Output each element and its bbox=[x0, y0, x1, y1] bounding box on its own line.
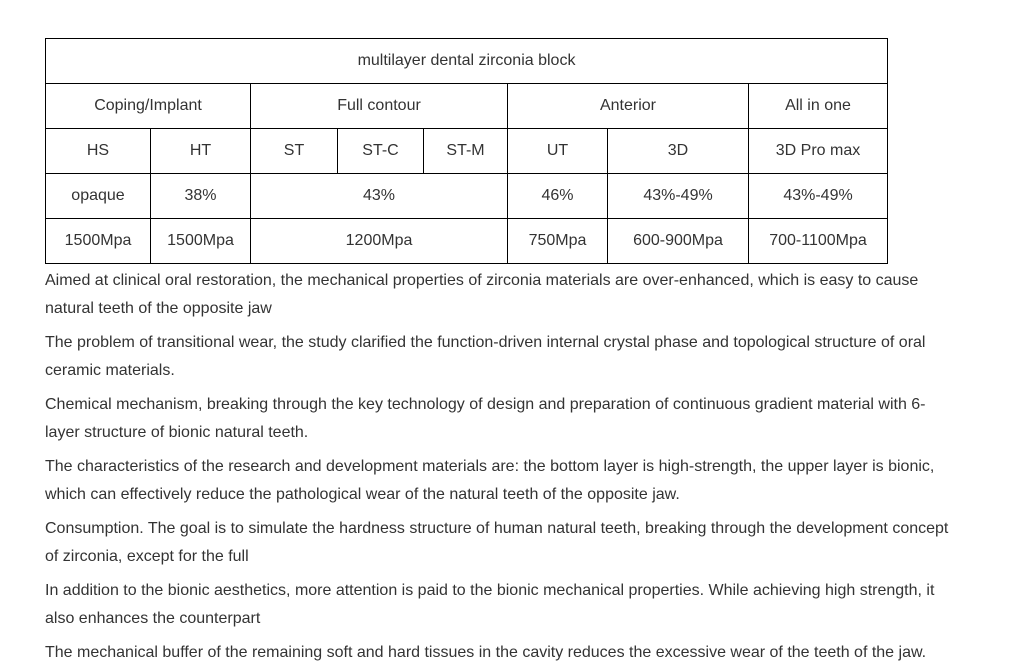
strength-cell-ut: 750Mpa bbox=[508, 219, 608, 264]
col-header-ut: UT bbox=[508, 129, 608, 174]
table-strength-row bbox=[46, 219, 888, 264]
translucency-cell-hs: opaque bbox=[46, 174, 151, 219]
paragraph-4: The characteristics of the research and development materials are: the bottom layer is high-strength, the upper layer is bionic, which can effectively reduce the pathological wear of the natural teeth of the opposite jaw. bbox=[45, 458, 935, 503]
paragraph-5: Consumption. The goal is to simulate the hardness structure of human natural teeth, breaking through the development concept of zirconia, except for the full bbox=[45, 520, 949, 565]
translucency-cell-ut: 46% bbox=[508, 174, 608, 219]
table-title: multilayer dental zirconia block bbox=[46, 39, 888, 84]
col-header-3d-pro-max: 3D Pro max bbox=[749, 129, 888, 174]
col-header-st: ST bbox=[251, 129, 338, 174]
col-header-st-m: ST-M bbox=[424, 129, 508, 174]
col-header-st-c: ST-C bbox=[338, 129, 424, 174]
paragraph-2: The problem of transitional wear, the study clarified the function-driven internal crystal phase and topological structure of oral ceramic materials. bbox=[45, 334, 926, 379]
group-anterior: Anterior bbox=[508, 84, 749, 129]
translucency-cell-full-contour: 43% bbox=[251, 174, 508, 219]
table-translucency-row bbox=[46, 174, 888, 219]
paragraph-1: Aimed at clinical oral restoration, the mechanical properties of zirconia materials are over-enhanced, which is easy to cause natural teeth of the opposite jaw bbox=[45, 272, 919, 317]
strength-cell-hs: 1500Mpa bbox=[46, 219, 151, 264]
paragraph-6: In addition to the bionic aesthetics, more attention is paid to the bionic mechanical properties. While achieving high strength, it also enhances the counterpart bbox=[45, 582, 935, 627]
group-coping-implant: Coping/Implant bbox=[46, 84, 251, 129]
translucency-cell-3d: 43%-49% bbox=[608, 174, 749, 219]
col-header-ht: HT bbox=[151, 129, 251, 174]
zirconia-spec-table bbox=[45, 38, 888, 264]
strength-cell-ht: 1500Mpa bbox=[151, 219, 251, 264]
paragraph-7: The mechanical buffer of the remaining soft and hard tissues in the cavity reduces the excessive wear of the teeth of the jaw. bbox=[45, 644, 927, 661]
table-title-row bbox=[46, 39, 888, 84]
translucency-cell-ht: 38% bbox=[151, 174, 251, 219]
group-full-contour: Full contour bbox=[251, 84, 508, 129]
table-group-row bbox=[46, 84, 888, 129]
group-all-in-one: All in one bbox=[749, 84, 888, 129]
translucency-cell-3d-pro-max: 43%-49% bbox=[749, 174, 888, 219]
strength-cell-full-contour: 1200Mpa bbox=[251, 219, 508, 264]
strength-cell-3d-pro-max: 700-1100Mpa bbox=[749, 219, 888, 264]
table-column-header-row bbox=[46, 129, 888, 174]
paragraph-3: Chemical mechanism, breaking through the key technology of design and preparation of continuous gradient material with 6-layer structure of bionic natural teeth. bbox=[45, 396, 926, 441]
strength-cell-3d: 600-900Mpa bbox=[608, 219, 749, 264]
description-section bbox=[45, 267, 957, 667]
col-header-hs: HS bbox=[46, 129, 151, 174]
col-header-3d: 3D bbox=[608, 129, 749, 174]
